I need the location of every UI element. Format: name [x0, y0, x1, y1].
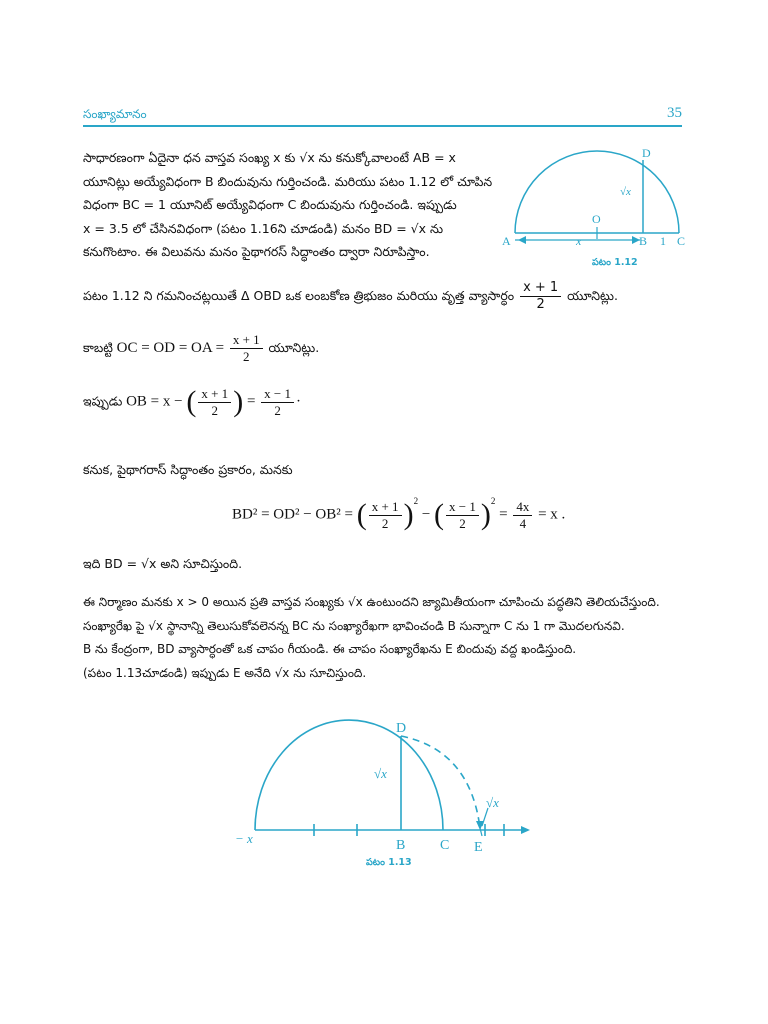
label-1: 1	[660, 234, 666, 248]
exp-2: 2	[490, 496, 496, 507]
construction-line-4: (పటం 1.13చూడండి) ఇప్పుడు E అనేది √x ను సూచిస్తుంది.	[83, 665, 367, 680]
frac-num: x + 1	[198, 386, 231, 403]
observation-text: పటం 1.12 ని గమనించట్లయితే Δ OBD ఒక లంబకోణ త్రిభుజం మరియు వృత్త వ్యాసార్ధం	[83, 288, 515, 303]
frac-num: x + 1	[230, 332, 263, 349]
intro-line-3: విధంగా BC = 1 యూనిట్ అయ్యేవిధంగా C బిందువును గుర్తించండి. ఇప్పుడు	[83, 197, 457, 212]
exp-1: 2	[413, 496, 419, 507]
equation-3	[232, 498, 565, 532]
label-D: D	[396, 721, 407, 736]
figure-1-13-caption: పటం 1.13	[366, 857, 412, 868]
figure-1-12	[500, 140, 695, 270]
eq1-prefix: కాబట్టి	[83, 339, 113, 355]
eq3-fraction-1	[369, 499, 402, 532]
label-D: D	[642, 146, 651, 160]
frac-den: 2	[243, 349, 250, 364]
eq3-fraction-2	[446, 499, 479, 532]
eq3-equals: =	[499, 506, 508, 523]
paren-close: )	[233, 385, 244, 418]
construction-paragraph	[83, 591, 683, 685]
label-B: B	[639, 234, 648, 248]
frac-den: 2	[211, 402, 219, 418]
eq2-end: ·	[296, 393, 301, 410]
construction-line-1: ఈ నిర్మాణం మనకు x > 0 అయిన ప్రతి వాస్తవ సంఖ్యకు √x ఉంటుందని జ్యామితీయంగా చూపించు పద్ధతిని తెలియచేస్తుంది.	[83, 595, 660, 609]
frac-num: x − 1	[261, 386, 294, 403]
label-A: A	[502, 234, 511, 248]
chapter-title: సంఖ్యామానం	[83, 107, 147, 121]
figure-1-13	[230, 710, 540, 860]
construction-line-2: సంఖ్యారేఖ పై √x స్థానాన్ని తెలుసుకోవలెనన్న BC ను సంఖ్యారేఖగా భావించండి B సున్నాగా C ను 1 గా మొదలగునవి.	[83, 618, 625, 633]
frac-num: 4x	[513, 499, 532, 516]
paren-close: )	[480, 498, 491, 531]
label-x: x	[576, 234, 582, 248]
semicircle-arc	[255, 720, 443, 830]
frac-den: 2	[381, 515, 389, 531]
frac-num: x + 1	[369, 499, 402, 516]
arrow-right	[521, 826, 530, 834]
intro-line-4: x = 3.5 లో చేసినవిధంగా (పటం 1.16ని చూడండి) మనం BD = √x ను	[83, 220, 444, 236]
intro-line-5: కనుగొంటాం. ఈ విలువను మనం పైథాగరస్ సిద్ధాంతం ద్వారా నిరూపిస్తాం.	[83, 244, 430, 259]
eq3-rhs: = x .	[538, 506, 566, 523]
paren-close: )	[403, 498, 414, 531]
equation-2	[83, 385, 301, 419]
eq3-minus: −	[421, 506, 431, 523]
eq3-lhs: BD² = OD² − OB² =	[232, 506, 353, 523]
paren-open: (	[434, 498, 445, 531]
label-C: C	[440, 838, 450, 853]
paren-open: (	[186, 385, 197, 418]
eq2-fraction-1	[198, 386, 231, 419]
conclusion-line: ఇది BD = √x అని సూచిస్తుంది.	[83, 556, 243, 571]
figure-1-12-caption: పటం 1.12	[592, 257, 638, 268]
arrow-sqrtx	[482, 808, 488, 826]
label-E: E	[474, 840, 483, 855]
label-B: B	[396, 838, 406, 853]
frac-num: x + 1	[520, 280, 561, 297]
frac-den: 2	[274, 402, 281, 418]
label-sqrtx-2: √x	[486, 795, 499, 810]
frac-den: 2	[536, 297, 545, 312]
eq1-fraction	[230, 332, 263, 365]
eq1-expr: OC = OD = OA =	[116, 339, 225, 356]
pythagoras-intro: కనుక, పైథాగరాస్ సిద్ధాంతం ప్రకారం, మనకు	[83, 462, 293, 477]
eq2-prefix: ఇప్పుడు	[83, 393, 123, 409]
label-C: C	[677, 234, 686, 248]
label-minus-x: − x	[235, 831, 253, 846]
eq1-suffix: యూనిట్లు.	[268, 339, 320, 355]
observation-line	[83, 280, 683, 313]
intro-line-2: యూనిట్లు అయ్యేవిధంగా B బిందువును గుర్తించండి. మరియు పటం 1.12 లో చూపిన	[83, 173, 493, 189]
intro-line-1: సాధారణంగా ఏదైనా ధన వాస్తవ సంఖ్య x కు √x ను కనుక్కోవాలంటే AB = x	[83, 150, 456, 165]
header-divider	[83, 125, 682, 127]
frac-num: x − 1	[446, 499, 479, 516]
frac-den: 4	[519, 515, 527, 531]
page-number: 35	[667, 105, 682, 121]
label-sqrtx: √x	[620, 186, 631, 198]
label-sqrtx: √x	[374, 766, 387, 781]
equation-1	[83, 332, 319, 365]
eq3-fraction-3	[513, 499, 532, 532]
intro-paragraph	[83, 146, 503, 264]
label-O: O	[592, 212, 601, 226]
radius-fraction	[520, 280, 561, 313]
frac-den: 2	[459, 515, 466, 531]
construction-line-3: B ను కేంద్రంగా, BD వ్యాసార్ధంతో ఒక చాపం గీయండి. ఈ చాపం సంఖ్యారేఖను E బిందువు వద్ద ఖండిస్తుంది.	[83, 642, 577, 656]
observation-suffix: యూనిట్లు.	[567, 288, 618, 303]
eq2-equals: =	[246, 393, 256, 410]
eq2-expr: OB = x −	[126, 393, 183, 410]
eq2-fraction-2	[261, 386, 294, 419]
arrow-left	[518, 236, 526, 244]
paren-open: (	[356, 498, 367, 531]
